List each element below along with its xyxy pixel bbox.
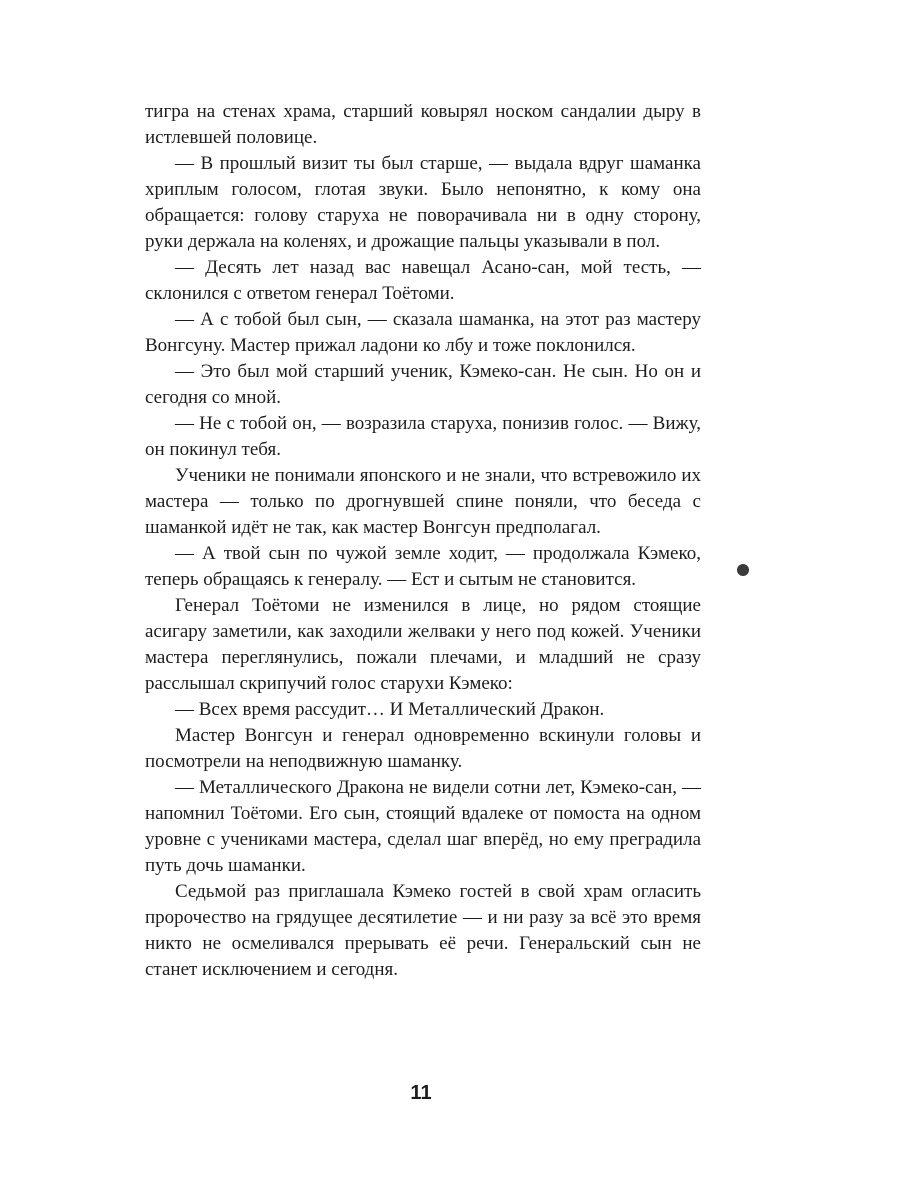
paragraph-2: — В прошлый визит ты был старше, — выдала вдруг шаманка хриплым голосом, глотая звуки. Было непонятно, к кому она обращается: голову старуха не поворачивала ни в одну сторону, руки держала на коленях, и дрожащие пальцы указывали в пол.: [145, 153, 701, 252]
paragraph-3: — Десять лет назад вас навещал Асано-сан, мой тесть, — склонился с ответом генерал Тоётоми.: [145, 257, 701, 304]
paragraph-4: — А с тобой был сын, — сказала шаманка, на этот раз мастеру Вонгсуну. Мастер прижал ладони ко лбу и тоже поклонился.: [145, 309, 701, 356]
margin-dot-marker: [737, 564, 749, 576]
body-text: [145, 99, 701, 983]
page-number: 11: [410, 1082, 432, 1104]
paragraph-6: — Не с тобой он, — возразила старуха, понизив голос. — Вижу, он покинул тебя.: [145, 413, 701, 460]
paragraph-13: Седьмой раз приглашала Кэмеко гостей в свой храм огласить пророчество на грядущее десятилетие — и ни разу за всё это время никто не осмеливался прерывать её речи. Генеральский сын не станет исключением и сегодня.: [145, 881, 701, 980]
paragraph-10: — Всех время рассудит… И Металлический Дракон.: [175, 699, 605, 720]
paragraph-12: — Металлического Дракона не видели сотни лет, Кэмеко-сан, — напомнил Тоётоми. Его сын, стоящий вдалеке от помоста на одном уровне с учениками мастера, сделал шаг вперёд, но ему преградила путь дочь шаманки.: [145, 777, 701, 876]
paragraph-11: Мастер Вонгсун и генерал одновременно вскинули головы и посмотрели на неподвижную шаманку.: [145, 725, 701, 772]
paragraph-1: тигра на стенах храма, старший ковырял носком сандалии дыру в истлевшей половице.: [145, 101, 701, 148]
paragraph-8: — А твой сын по чужой земле ходит, — продолжала Кэмеко, теперь обращаясь к генералу. — Ест и сытым не становится.: [145, 543, 701, 590]
paragraph-7: Ученики не понимали японского и не знали, что встревожило их мастера — только по дрогнувшей спине поняли, что беседа с шаманкой идёт не так, как мастер Вонгсун предполагал.: [145, 465, 701, 538]
paragraph-9: Генерал Тоётоми не изменился в лице, но рядом стоящие асигару заметили, как заходили желваки у него под кожей. Ученики мастера переглянулись, пожали плечами, и младший не сразу расслышал скрипучий голос старухи Кэмеко:: [145, 595, 701, 694]
paragraph-5: — Это был мой старший ученик, Кэмеко-сан. Не сын. Но он и сегодня со мной.: [145, 361, 701, 408]
